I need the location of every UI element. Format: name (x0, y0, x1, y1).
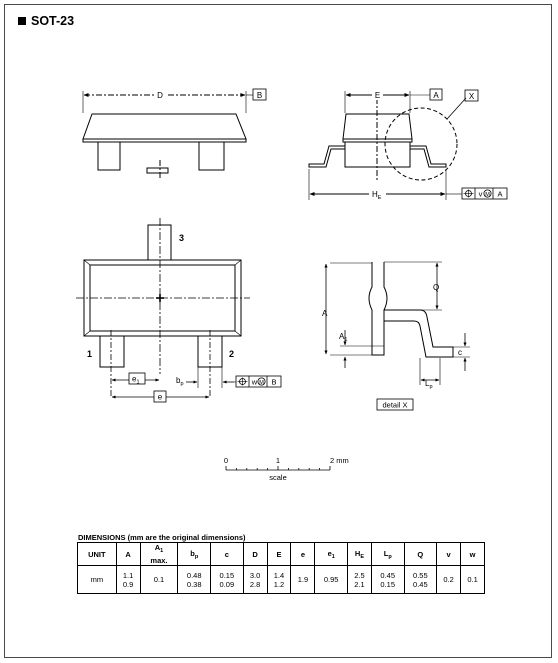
header-a1: $A_1$ max. (140, 543, 178, 566)
detail-x-leader (447, 98, 466, 119)
svg-text:v: v (478, 189, 483, 199)
top-view (76, 218, 281, 402)
table-row (78, 566, 485, 594)
svg-text:B: B (271, 377, 277, 387)
dim-label-a1: $A_1$ (339, 332, 348, 343)
cell-v: 0.2 (437, 566, 461, 594)
side-view-lead-left (98, 142, 120, 170)
datum-x-label: X (468, 92, 475, 101)
pin-1-label: 1 (87, 349, 93, 359)
side-view-body (83, 114, 246, 139)
svg-text:M: M (259, 380, 264, 386)
dimensions-table (77, 542, 485, 594)
cell-he: 2.5 2.1 (348, 566, 372, 594)
datum-a-label: A (433, 91, 439, 100)
header-e1: $e_1$ (315, 543, 348, 566)
cell-c: 0.15 0.09 (211, 566, 244, 594)
header-v: v (437, 543, 461, 566)
scale-tick-0: 0 (223, 456, 229, 465)
header-unit: UNIT (78, 543, 117, 566)
cell-e-body: 1.4 1.2 (267, 566, 291, 594)
svg-text:w: w (251, 377, 258, 387)
cell-unit: mm (78, 566, 117, 594)
detail-lead (384, 310, 453, 357)
dim-label-c: c (458, 348, 462, 357)
svg-text:A: A (497, 189, 503, 199)
scale-bar (224, 456, 349, 482)
cell-e-pitch: 1.9 (291, 566, 315, 594)
side-view-d (83, 89, 266, 178)
dim-label-bp: $b_p$ (176, 376, 184, 387)
scale-tick-2: 2 mm (330, 456, 349, 465)
cell-lp: 0.45 0.15 (371, 566, 404, 594)
end-view-lead-left (309, 146, 345, 167)
pin-3-label: 3 (179, 233, 185, 243)
cell-bp: 0.48 0.38 (178, 566, 211, 594)
header-e-pitch: e (291, 543, 315, 566)
dim-label-e-pitch: e (157, 392, 163, 402)
cell-q: 0.55 0.45 (404, 566, 437, 594)
top-view-pin1-lead (100, 336, 124, 367)
header-bp: $b_p$ (178, 543, 211, 566)
pin-2-label: 2 (229, 349, 235, 359)
scale-tick-1: 1 (275, 456, 281, 465)
dimensions-caption: DIMENSIONS (mm are the original dimensions) (78, 533, 246, 542)
end-view-e (309, 89, 507, 201)
header-q: Q (404, 543, 437, 566)
side-view-lead-center (147, 168, 168, 173)
cell-d: 3.0 2.8 (243, 566, 267, 594)
detail-x-view (322, 262, 470, 410)
dim-label-a: A (322, 309, 328, 318)
tolerance-frame-w-b (236, 376, 281, 387)
cell-a: 1.1 0.9 (116, 566, 140, 594)
header-e-body: E (267, 543, 291, 566)
cell-e1: 0.95 (315, 566, 348, 594)
dim-label-e: E (374, 91, 381, 100)
header-he: $H_E$ (348, 543, 372, 566)
dim-label-lp: $L_p$ (425, 379, 433, 390)
dim-label-he: $H_E$ (372, 190, 382, 201)
dim-label-q: Q (433, 283, 440, 292)
header-w: w (461, 543, 485, 566)
detail-x-caption: detail X (382, 400, 408, 410)
dim-label-e1: $e_1$ (132, 374, 140, 386)
header-lp: $L_p$ (371, 543, 404, 566)
header-a: A (116, 543, 140, 566)
svg-text:M: M (485, 192, 490, 198)
cell-a1: 0.1 (140, 566, 178, 594)
scale-caption: scale (269, 473, 287, 482)
package-title-text: SOT-23 (31, 14, 75, 28)
datum-b-label: B (256, 91, 263, 100)
cell-w: 0.1 (461, 566, 485, 594)
end-view-lead-right (410, 146, 446, 167)
dimensions-header-row (78, 543, 485, 566)
header-d: D (243, 543, 267, 566)
detail-body-outline (369, 262, 387, 355)
tolerance-frame-v-a (462, 188, 507, 199)
top-view-pin3-lead (148, 225, 171, 260)
side-view-lead-right (199, 142, 224, 170)
header-c: c (211, 543, 244, 566)
dim-label-d: D (157, 91, 163, 100)
